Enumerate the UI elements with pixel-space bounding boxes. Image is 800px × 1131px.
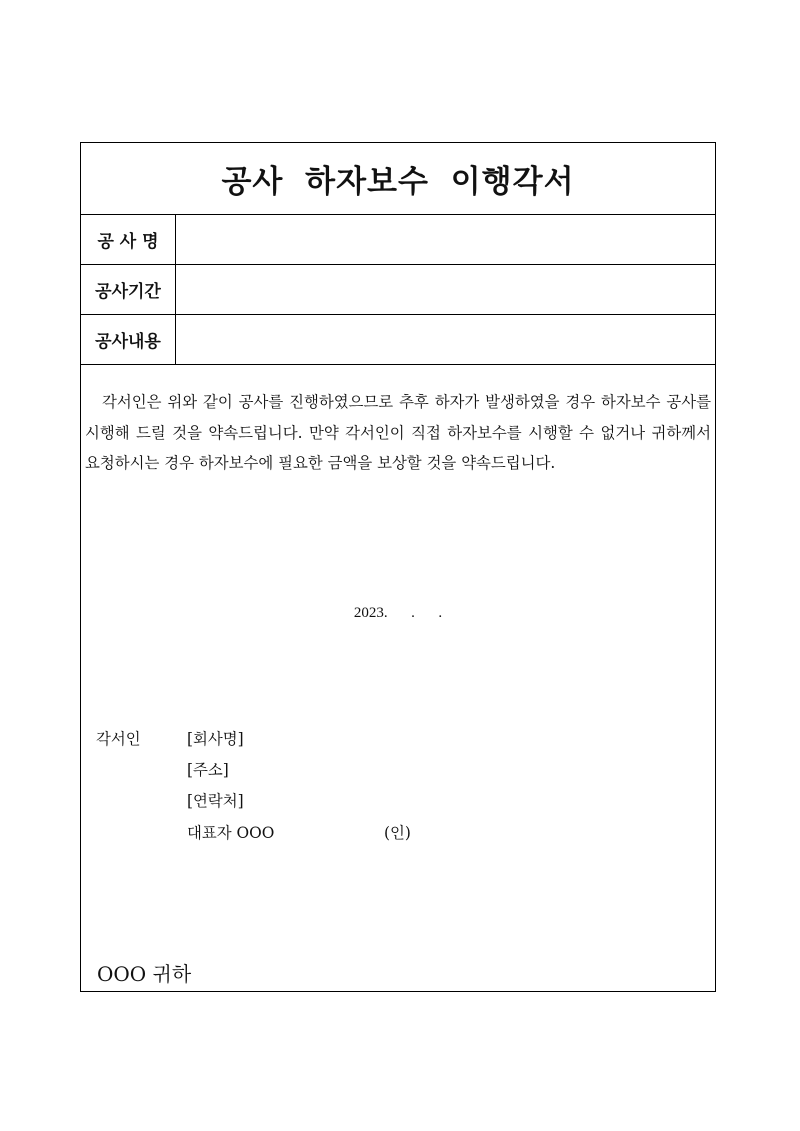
field-value-project-period xyxy=(176,265,715,314)
field-row-project-period xyxy=(81,265,715,315)
field-label-project-name: 공 사 명 xyxy=(81,215,176,264)
field-value-project-content xyxy=(176,315,715,364)
signer-representative: 대표자 OOO xyxy=(187,824,275,842)
signer-address: [주소] xyxy=(187,761,229,779)
field-row-project-name xyxy=(81,215,715,265)
addressee: OOO 귀하 xyxy=(97,962,192,986)
title-row xyxy=(81,143,715,215)
field-label-project-content: 공사내용 xyxy=(81,315,176,364)
signer-company: [회사명] xyxy=(187,730,244,748)
pledge-text: 각서인은 위와 같이 공사를 진행하였으므로 추후 하자가 발생하였을 경우 하자보수 공사를 시행해 드릴 것을 약속드립니다. 만약 각서인이 직접 하자보수를 시행할 수 없거나 귀하께서 요청하시는 경우 하자보수에 필요한 금액을 보상할 것을 약속드립니다. xyxy=(85,393,711,472)
field-value-project-name xyxy=(176,215,715,264)
field-row-project-content xyxy=(81,315,715,365)
signer-contact: [연락처] xyxy=(187,792,244,810)
pledge-body xyxy=(81,365,715,991)
date-line: 2023. . . xyxy=(353,605,443,621)
seal-mark: (인) xyxy=(384,824,411,842)
field-label-project-period: 공사기간 xyxy=(81,265,176,314)
pledge-document xyxy=(80,142,716,992)
document-title: 공사 하자보수 이행각서 xyxy=(221,164,575,200)
signer-label: 각서인 xyxy=(96,730,141,748)
